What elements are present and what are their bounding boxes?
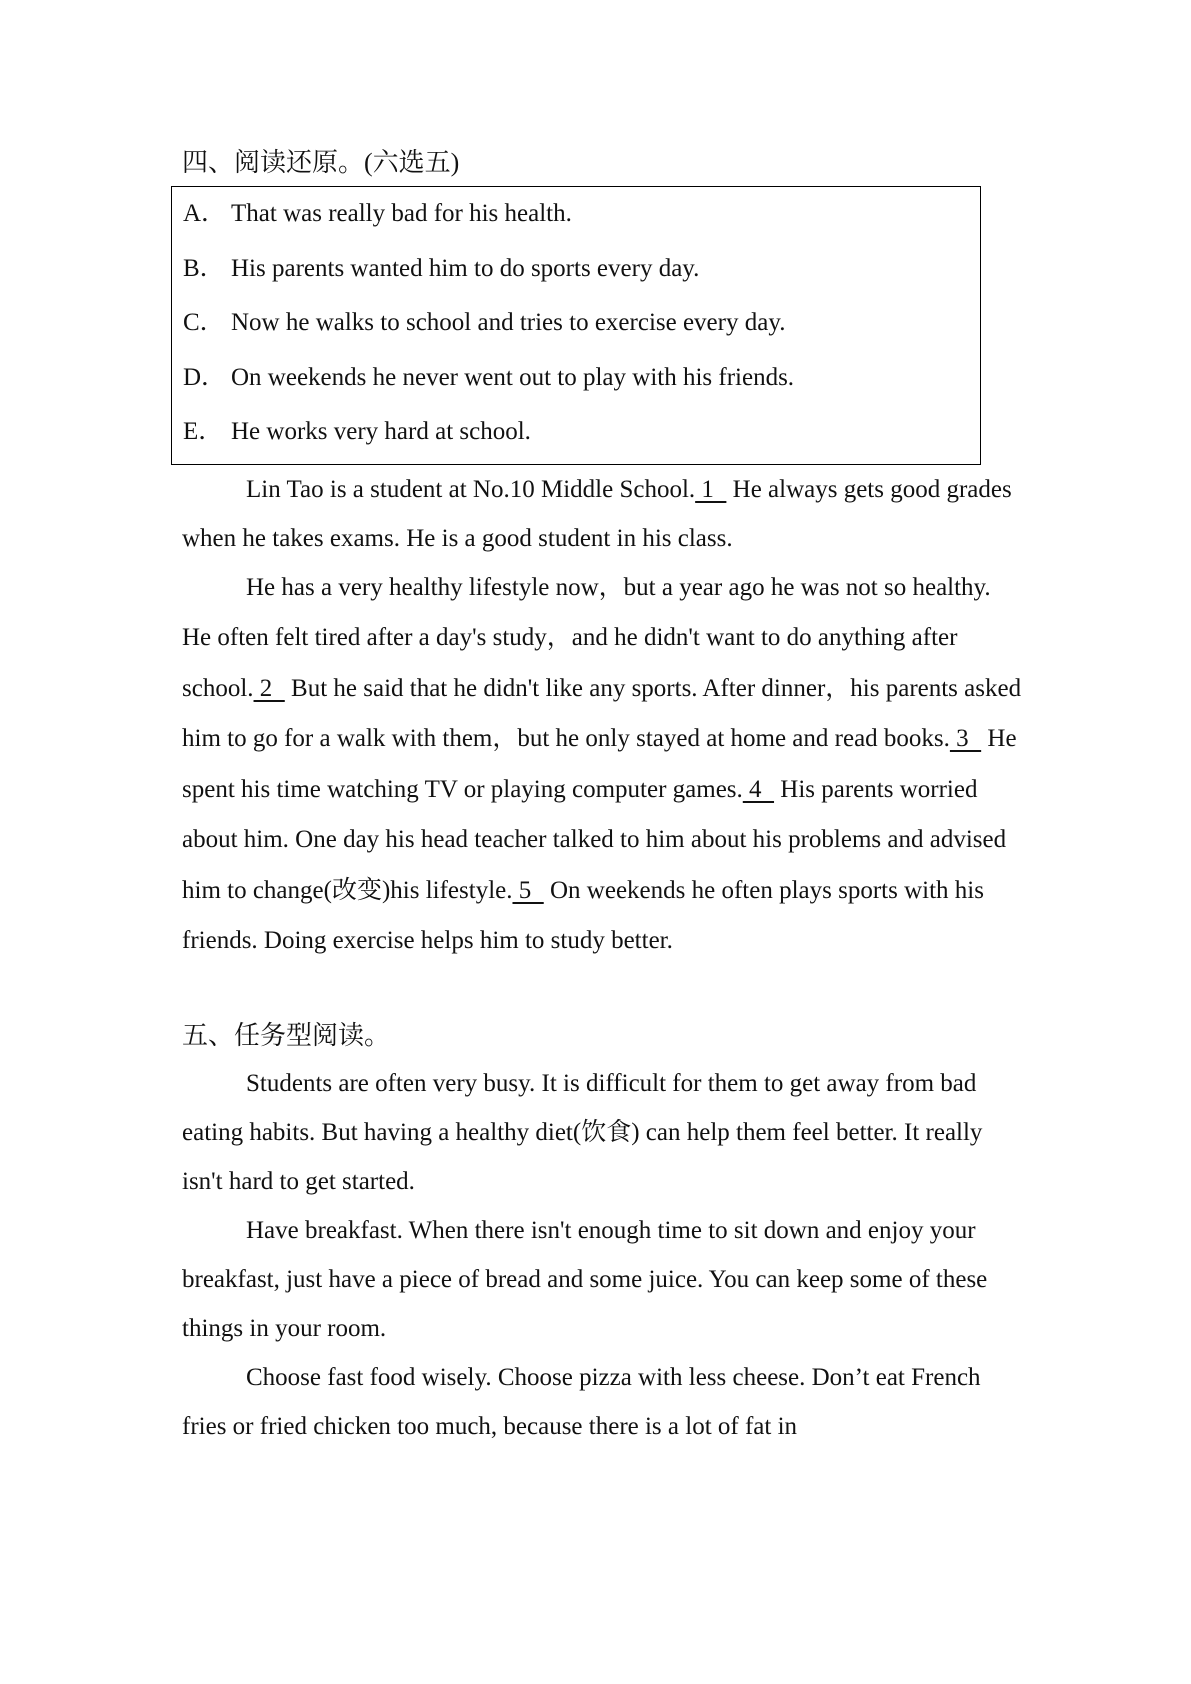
option-a: [183, 187, 980, 242]
task-paragraph-2: Have breakfast. When there isn't enough time to sit down and enjoy your breakfast, just have a piece of bread and some juice. You can keep some of these things in your room.: [182, 1216, 988, 1342]
passage-text: He spent his time watching TV or playing computer games.: [182, 725, 1017, 803]
passage-text: His parents worried about him. One day his head teacher talked to him about his problems and advised him to change(改变)his lifestyle.: [182, 775, 1007, 904]
option-text: That was really bad for his health.: [231, 200, 572, 227]
blank-5: 5: [512, 876, 544, 904]
task-paragraph-3: Choose fast food wisely. Choose pizza with less cheese. Don’t eat French fries or fried chicken too much, because there is a lot of fat in: [182, 1363, 981, 1440]
option-text: Now he walks to school and tries to exercise every day.: [231, 309, 786, 336]
option-letter: E．: [183, 418, 224, 445]
blank-1: 1: [695, 475, 727, 503]
passage-text: He always gets good grades when he takes exams. He is a good student in his class.: [182, 475, 1012, 552]
passage-paragraph-2: [182, 563, 1022, 967]
blank-4: 4: [742, 775, 775, 803]
option-c: [183, 296, 980, 351]
option-letter: A．: [183, 200, 227, 227]
option-text: His parents wanted him to do sports every day.: [231, 254, 700, 282]
passage-text: But he said that he didn't like any sports. After dinner，his parents asked him to go for a walk with them，but he only stayed at home and read books.: [182, 674, 1022, 752]
blank-2: 2: [253, 674, 285, 702]
task-paragraph-1: Students are often very busy. It is difficult for them to get away from bad eating habits. But having a healthy diet(饮食) can help them feel better. It really isn't hard to get started.: [182, 1069, 983, 1195]
option-letter: B．: [183, 254, 225, 282]
passage-text: On weekends he often plays sports with his friends. Doing exercise helps him to study better.: [182, 876, 984, 954]
passage-text: Lin Tao is a student at No.10 Middle School.: [246, 475, 696, 503]
document-page: [182, 140, 1022, 1451]
option-e: [183, 405, 980, 460]
option-text: On weekends he never went out to play with his friends.: [231, 363, 795, 391]
option-text: He works very hard at school.: [231, 418, 531, 445]
option-letter: D．: [183, 363, 227, 391]
passage-paragraph-1: [182, 465, 1022, 563]
option-b: [183, 242, 980, 297]
option-letter: C．: [183, 309, 225, 336]
passage-text: He has a very healthy lifestyle now，but a year ago he was not so healthy. He often felt tired after a day's study，and he didn't want to do anything after school.: [182, 573, 991, 702]
options-box: [171, 186, 981, 465]
section-5-title: 五、任务型阅读。: [182, 1020, 391, 1050]
option-d: [183, 351, 980, 406]
blank-3: 3: [949, 725, 982, 752]
section-4-title: 四、阅读还原。(六选五): [182, 148, 460, 177]
